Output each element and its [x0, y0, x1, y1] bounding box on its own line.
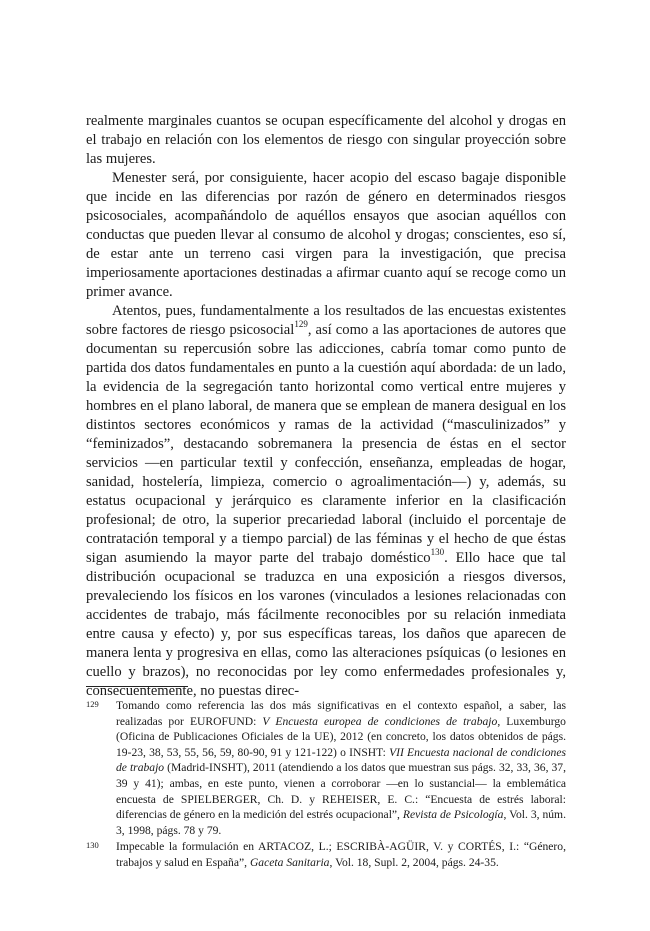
footnote-separator [86, 686, 188, 687]
footnote-text-part: (Madrid-INSHT), 2011 (atendiendo a los datos que muestran sus págs. 32, 33, 36, 37, 39 y 41); ambas, en este punto, vienen a corroborar —en lo sustancial— la emblemática encuesta de SPIELBERGER, Ch. D. y REHEISER, E. C.: “Encuesta de estrés laboral: diferencias de género en la medición del estrés ocupacional”, [116, 761, 566, 822]
footnote-italic-title: VII Encuesta nacional de condiciones de trabajo [116, 745, 566, 775]
paragraph-3-part-a: Atentos, pues, fundamentalmente a los resultados de las encuestas existentes sobre factores de riesgo psicosocial [86, 303, 566, 338]
footnote-text-part: , Luxemburgo (Oficina de Publicaciones Oficiales de la UE), 2012 (en concreto, los datos obtenidos de págs. 19-23, 38, 53, 55, 56, 59, 80-90, 91 y 121-122) o INSHT: [116, 714, 566, 759]
footnote-number: 130 [86, 840, 99, 851]
footnote-text-part: Tomando como referencia las dos más significativas en el contexto español, a saber, las realizadas por EUROFUND: [116, 699, 566, 728]
footnote-129 [86, 698, 566, 838]
footnote-italic-title: V Encuesta europea de condiciones de trabajo [262, 714, 498, 728]
paragraph-3-part-c: . Ello hace que tal distribución ocupacional se traduzca en una exposición a riesgos diversos, prevaleciendo los físicos en los varones (vinculados a lesiones relacionadas con accidentes de trabajo, más fácilmente reconocibles por su relación inmediata entre causa y efecto) y, por sus específicas tareas, los daños que aparecen de manera lenta y progresiva en ellas, como las alteraciones psíquicas (o lesiones en cuello y brazos), no reconocidas por ley como enfermedades profesionales y, consecuentemente, no puestas direc- [86, 550, 566, 699]
footnotes [86, 698, 566, 872]
footnote-italic-title: Gaceta Sanitaria [249, 855, 330, 869]
paragraph-3 [86, 302, 566, 701]
paragraph-1: realmente marginales cuantos se ocupan específicamente del alcohol y drogas en el trabajo en relación con los elementos de riesgo con singular proyección sobre las mujeres. [86, 113, 566, 167]
footnote-number: 129 [86, 699, 99, 709]
footnote-text-part: , Vol. 18, Supl. 2, 2004, págs. 24-35. [329, 855, 499, 869]
footnote-text-part: , Vol. 3, núm. 3, 1998, págs. 78 y 79. [116, 808, 566, 837]
footnote-text [116, 839, 566, 870]
body-text [86, 112, 566, 701]
footnote-text-part: Impecable la formulación en ARTACOZ, L.; ESCRIBÀ-AGÜIR, V. y CORTÉS, I.: “Género, trabajos y salud en España”, [116, 840, 566, 869]
paragraph-3-part-b: , así como a las aportaciones de autores que documentan su repercusión sobre las adicciones, cabría tomar como punto de partida dos datos fundamentales en punto a la cuestión aquí abordada: de un lado, la evidencia de la segregación tanto horizontal como vertical entre mujeres y hombres en el plano laboral, de manera que se emplean de manera desigual en los distintos sectores económicos y ramas de la actividad (“masculinizados” y “feminizados”, destacando sobremanera la presencia de éstas en el sector servicios —en particular textil y confección, enseñanza, empleadas de hogar, sanidad, hostelería, limpieza, comercio o agroalimentación—) y, además, su estatus ocupacional y jerárquico es claramente inferior en la clasificación profesional; de otro, la superior precariedad laboral (incluido el porcentaje de contratación temporal y a tiempo parcial) de las féminas y el hecho de que éstas sigan asumiendo la mayor parte del trabajo doméstico [86, 322, 566, 566]
footnote-ref-130[interactable]: 130 [430, 547, 445, 558]
footnote-ref-129[interactable]: 129 [294, 319, 308, 330]
footnote-italic-title: Revista de Psicología [402, 808, 504, 822]
paragraph-2: Menester será, por consiguiente, hacer acopio del escaso bagaje disponible que incide en las diferencias por razón de género en determinados riesgos psicosociales, acompañándolo de aquéllos ensayos que asocian aquéllos con conductas que pueden llevar al consumo de alcohol y drogas; conscientes, eso sí, de estar ante un terreno casi virgen para la investigación, que precisa imperiosamente aportaciones destinadas a afirmar cuanto aquí se recoge como un primer avance. [86, 170, 566, 300]
footnote-text [116, 698, 566, 838]
footnote-130 [86, 839, 566, 870]
